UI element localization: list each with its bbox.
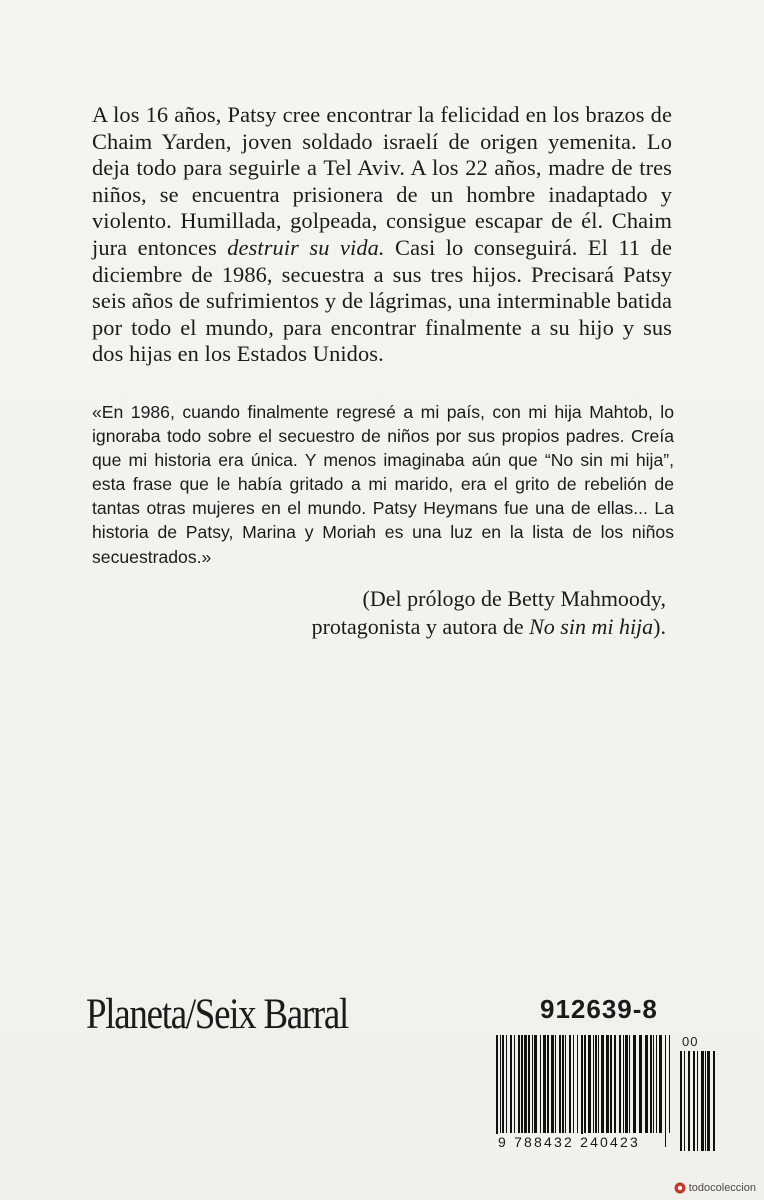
attribution-suffix: ).: [653, 614, 666, 639]
watermark: [674, 1182, 756, 1194]
synopsis-text: [92, 102, 672, 368]
synopsis-part-2: Casi lo conseguirá. El 11 de diciembre de 1986, secuestra a sus tres hijos. Precisará Patsy seis años de sufrimientos y de lágrimas, una interminable batida por todo el mundo, para encontrar finalmente a su hijo y sus dos hijas en los Estados Unidos.: [92, 234, 672, 367]
synopsis-italic-phrase: destruir su vida.: [227, 234, 385, 260]
reference-code: 912639-8: [540, 994, 658, 1024]
attribution-prefix: protagonista y autora de: [311, 614, 530, 639]
isbn-digits: 9 788432 240423: [498, 1134, 640, 1150]
attribution-line-2: [312, 613, 666, 641]
attribution-line-1: (Del prólogo de Betty Mahmoody,: [362, 586, 666, 611]
synopsis-part-1: A los 16 años, Patsy cree encontrar la felicidad en los brazos de Chaim Yarden, joven soldado israelí de origen yemenita. Lo deja todo para seguirle a Tel Aviv. A los 22 años, madre de tres niños, se encuentra prisionera de un hombre inadaptado y violento. Humillada, golpeada, consigue escapar de él. Chaim jura entonces: [92, 102, 672, 260]
quote-text: «En 1986, cuando finalmente regresé a mi país, con mi hija Mahtob, lo ignoraba todo sobre el secuestro de niños por sus propios padres. Creía que mi historia era única. Y menos imaginaba aún que “No sin mi hija”, esta frase que le había gritado a mi marido, era el grito de rebelión de tantas otras mujeres en el mundo. Patsy Heymans fue una de ellas... La historia de Patsy, Marina y Moriah es una luz en la lista de los niños secuestrados.»: [92, 402, 674, 567]
publisher-name: Planeta/Seix Barral: [86, 991, 349, 1038]
attribution-book-title: No sin mi hija: [529, 614, 654, 639]
prologue-quote: [92, 400, 674, 569]
addon-digits: 00: [682, 1034, 699, 1049]
watermark-text: todocoleccion: [688, 1182, 756, 1194]
watermark-logo-icon: [674, 1182, 686, 1194]
quote-attribution: [312, 585, 666, 641]
synopsis-paragraph: [92, 102, 672, 368]
